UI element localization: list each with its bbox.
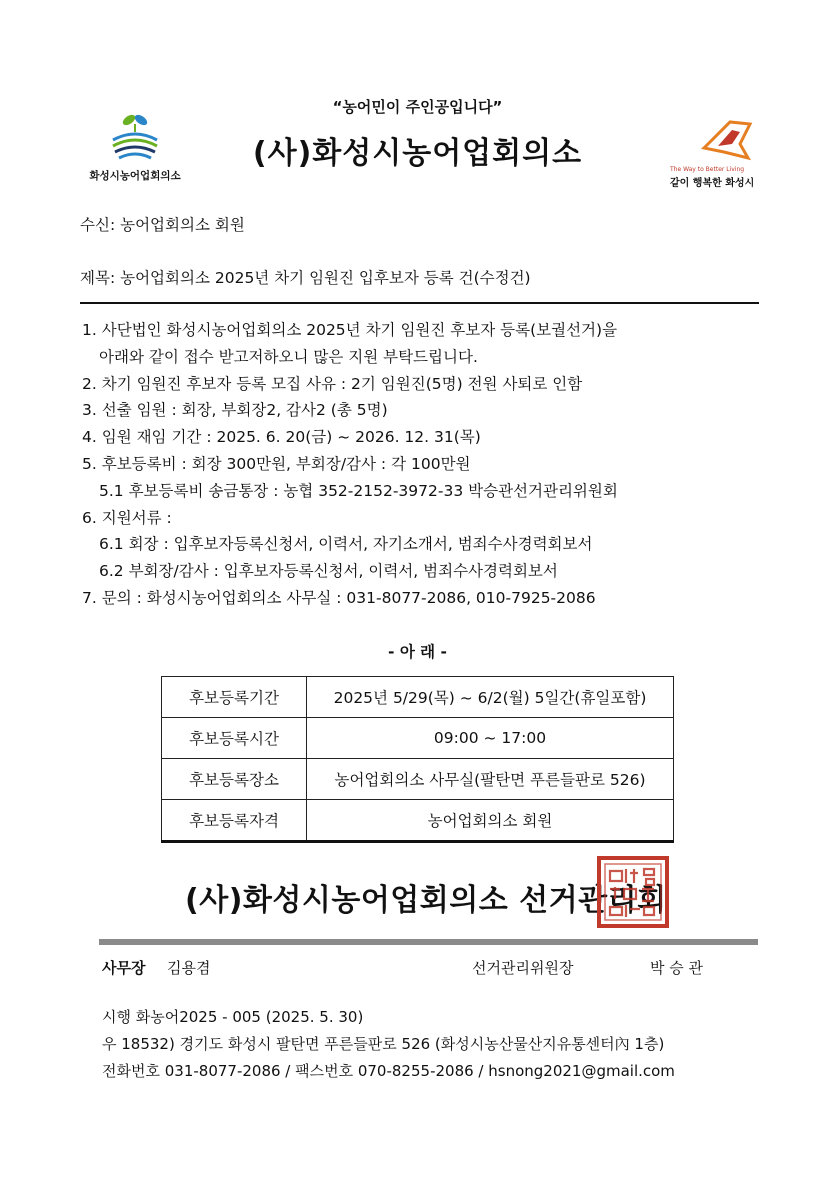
list-item: 아래와 같이 접수 받고저하오니 많은 지원 부탁드립니다. (99, 347, 478, 366)
city-sub: 같이 행복한 화성시 (670, 178, 755, 189)
subject: 제목: 농어업회의소 2025년 차기 임원진 입후보자 등록 건(수정건) (80, 269, 531, 287)
table-row (162, 718, 674, 759)
list-item: 5. 후보등록비 : 회장 300만원, 부회장/감사 : 각 100만원 (82, 454, 471, 473)
list-item: 6. 지원서류 : (82, 508, 172, 527)
committee-title: (사)화성시농어업회의소 선거관리회 (185, 883, 667, 918)
table-key: 후보등록자격 (162, 800, 307, 842)
list-item: 7. 문의 : 화성시농어업회의소 사무실 : 031-8077-2086, 010-7925-2086 (82, 588, 596, 607)
city-tagline: The Way to Better Living (670, 166, 745, 173)
table-row (162, 677, 674, 718)
header-divider (80, 302, 759, 304)
org-logo-caption: 화성시농어업회의소 (89, 170, 181, 182)
list-item: 2. 차기 임원진 후보자 등록 모집 사유 : 2기 임원진(5명) 전원 사퇴로 인함 (82, 374, 583, 393)
org-title: (사)화성시농어업회의소 (252, 136, 583, 171)
official-seal-icon (596, 855, 670, 929)
org-logo (80, 110, 190, 183)
list-item: 6.1 회장 : 입후보자등록신청서, 이력서, 자기소개서, 범죄수사경력회보서 (99, 535, 593, 554)
slogan: “농어민이 주인공입니다” (332, 98, 503, 116)
footer-info (102, 1004, 675, 1085)
table-row (162, 800, 674, 842)
list-item: 5.1 후보등록비 송금통장 : 농협 352-2152-3972-33 박승관선거관리위원회 (99, 481, 618, 500)
table-key: 후보등록기간 (162, 677, 307, 718)
list-item: 3. 선출 임원 : 회장, 부회장2, 감사2 (총 5명) (82, 401, 388, 420)
city-logo (670, 118, 770, 189)
table-value: 농어업회의소 사무실(팔탄면 푸른들판로 526) (307, 759, 674, 800)
table-value: 농어업회의소 회원 (307, 800, 674, 842)
table-key: 후보등록장소 (162, 759, 307, 800)
table-value: 2025년 5/29(목) ~ 6/2(월) 5일간(휴일포함) (307, 677, 674, 718)
office-manager-label: 사무장 (102, 959, 146, 977)
table-value: 09:00 ~ 17:00 (307, 718, 674, 759)
footer-divider (99, 939, 758, 945)
recipient: 수신: 농어업회의소 회원 (80, 216, 245, 234)
body-list (82, 317, 772, 612)
leaf-wave-logo-icon (105, 110, 165, 162)
list-item: 6.2 부회장/감사 : 입후보자등록신청서, 이력서, 범죄수사경력회보서 (99, 562, 558, 581)
document-number: 시행 화농어2025 - 005 (2025. 5. 30) (102, 1008, 364, 1026)
table-row (162, 759, 674, 800)
section-note: - 아 래 - (387, 643, 447, 661)
hwaseong-city-logo-icon (700, 118, 754, 162)
table-key: 후보등록시간 (162, 718, 307, 759)
election-chair-label: 선거관리위원장 (472, 959, 574, 977)
registration-table (161, 676, 674, 843)
office-manager-name: 김용겸 (167, 959, 211, 977)
contact: 전화번호 031-8077-2086 / 팩스번호 070-8255-2086 / hsnong2021@gmail.com (102, 1062, 675, 1080)
list-item: 1. 사단법인 화성시농어업회의소 2025년 차기 임원진 후보자 등록(보궐선거)을 (82, 321, 618, 339)
election-chair-name: 박 승 관 (650, 959, 704, 977)
list-item: 4. 임원 재임 기간 : 2025. 6. 20(금) ~ 2026. 12. 31(목) (82, 428, 481, 447)
address: 우 18532) 경기도 화성시 팔탄면 푸른들판로 526 (화성시농산물산지유통센터內 1층) (102, 1035, 665, 1053)
